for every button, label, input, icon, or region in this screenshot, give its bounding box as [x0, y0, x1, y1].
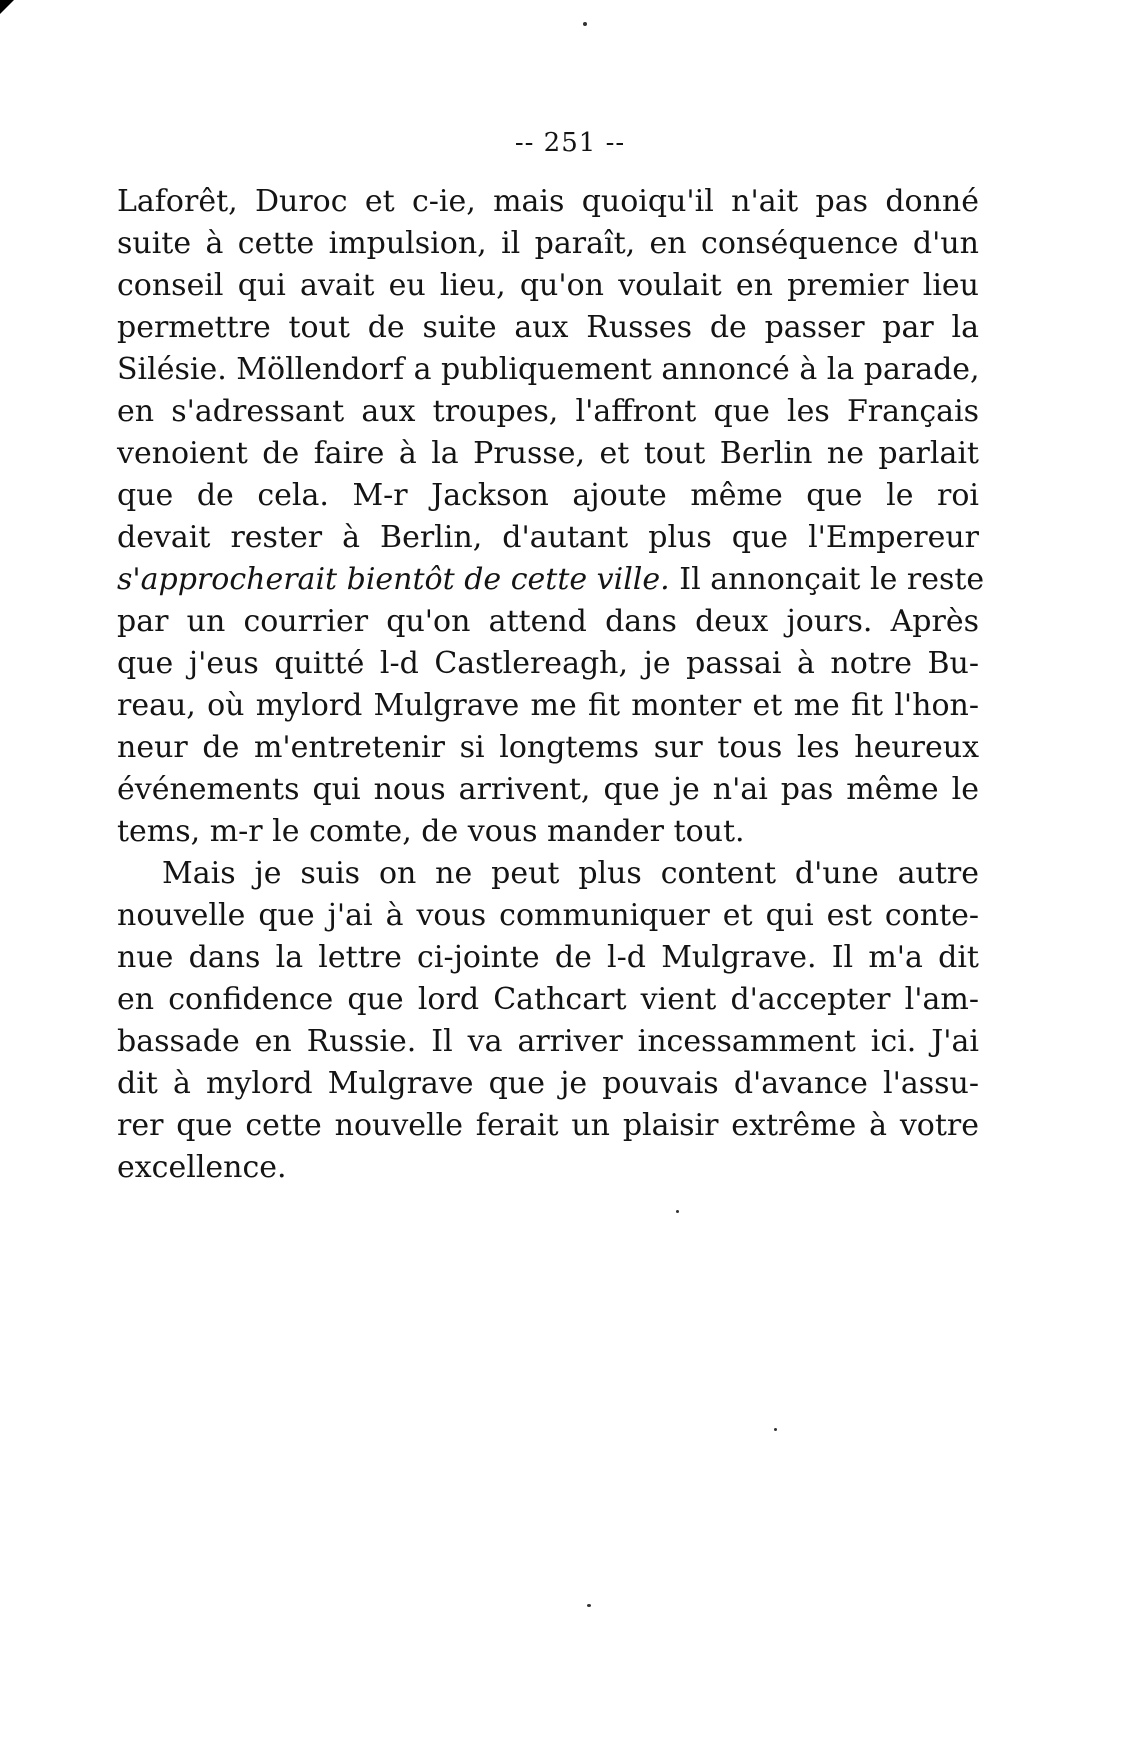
scan-speck — [587, 1604, 591, 1607]
text-line: reau, où mylord Mulgrave me fit monter et me fit l'hon- — [117, 688, 979, 723]
scan-speck — [676, 1210, 679, 1213]
text-line: devait rester à Berlin, d'autant plus que l'Empereur — [117, 520, 979, 555]
text-line: rer que cette nouvelle ferait un plaisir extrême à votre — [117, 1108, 979, 1143]
text-line: que de cela. M-r Jackson ajoute même que le roi — [117, 478, 979, 513]
text-line: Laforêt, Duroc et c-ie, mais quoiqu'il n'ait pas donné — [117, 184, 979, 219]
text-line: excellence. — [117, 1150, 287, 1185]
paragraph-1 — [117, 181, 985, 853]
text-line: en s'adressant aux troupes, l'affront que les Français — [117, 394, 979, 429]
text-line: en confidence que lord Cathcart vient d'accepter l'am- — [117, 982, 979, 1017]
text-line: nue dans la lettre ci-jointe de l-d Mulgrave. Il m'a dit — [117, 940, 979, 975]
page-body-text — [117, 181, 985, 1189]
text-line: par un courrier qu'on attend dans deux jours. Après — [117, 604, 979, 639]
scan-corner-mark — [0, 0, 14, 14]
text-line: Silésie. Möllendorf a publiquement annoncé à la parade, — [117, 352, 980, 387]
text-line: permettre tout de suite aux Russes de passer par la — [117, 310, 979, 345]
italic-quote: s'approcherait bientôt de cette ville. — [117, 562, 670, 597]
page-number: -- 251 -- — [514, 128, 626, 158]
text-line: suite à cette impulsion, il paraît, en conséquence d'un — [117, 226, 979, 261]
text-line — [117, 559, 985, 601]
text-line: neur de m'entretenir si longtems sur tous les heureux — [117, 730, 979, 765]
text-line: événements qui nous arrivent, que je n'ai pas même le — [117, 772, 979, 807]
scan-speck — [774, 1428, 777, 1431]
text-line-rest: Il annonçait le reste — [669, 562, 985, 597]
text-line: dit à mylord Mulgrave que je pouvais d'avance l'assu- — [117, 1066, 979, 1101]
scan-speck — [583, 22, 587, 26]
paragraph-2 — [117, 853, 979, 1189]
text-line: nouvelle que j'ai à vous communiquer et qui est conte- — [117, 898, 979, 933]
text-line: Mais je suis on ne peut plus content d'une autre — [162, 856, 979, 891]
text-line: tems, m-r le comte, de vous mander tout. — [117, 814, 745, 849]
text-line: bassade en Russie. Il va arriver incessamment ici. J'ai — [117, 1024, 979, 1059]
text-line: venoient de faire à la Prusse, et tout Berlin ne parlait — [117, 436, 979, 471]
text-line: conseil qui avait eu lieu, qu'on voulait en premier lieu — [117, 268, 979, 303]
text-line: que j'eus quitté l-d Castlereagh, je passai à notre Bu- — [117, 646, 979, 681]
